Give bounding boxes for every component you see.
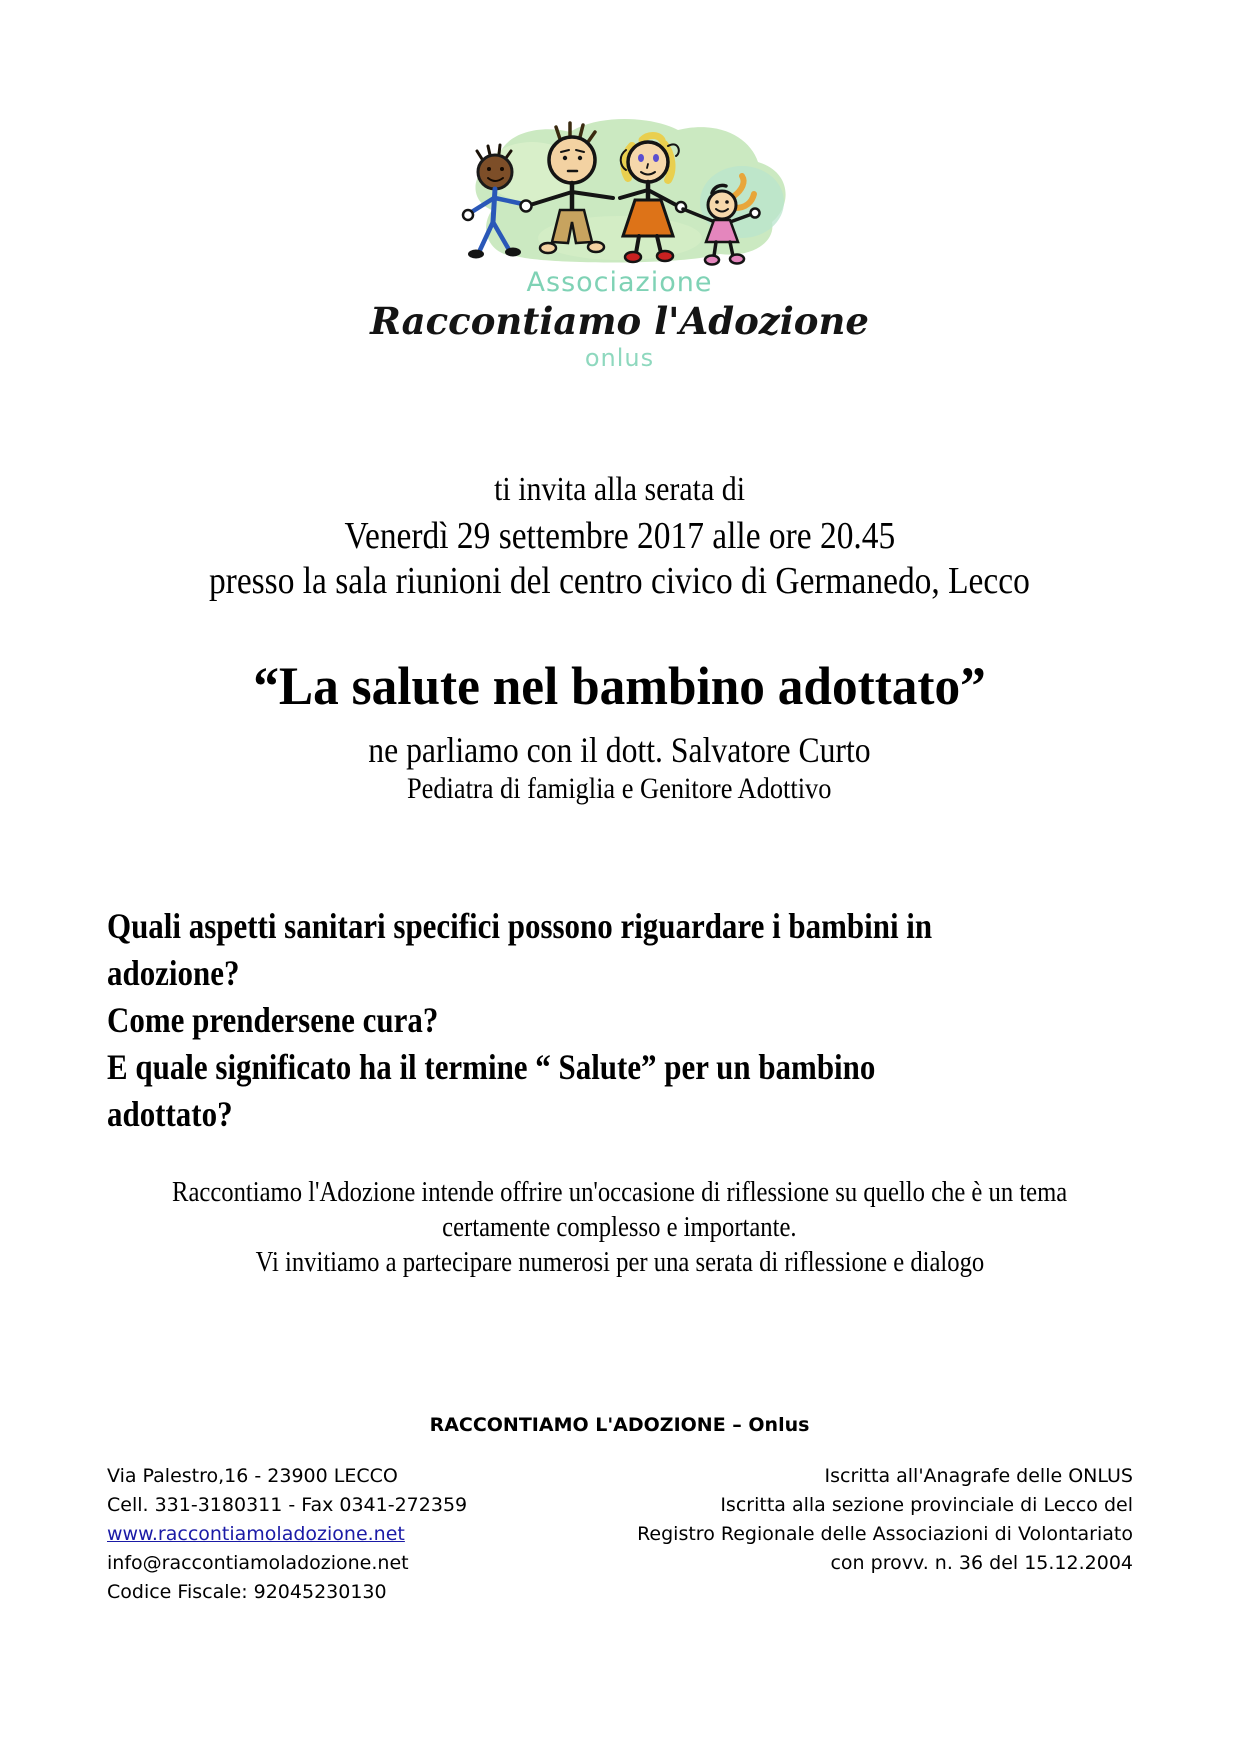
question-line-1: Quali aspetti sanitari specifici possono riguardare i bambini in xyxy=(107,906,933,946)
invitation-line-1: ti invita alla serata di xyxy=(494,471,745,508)
footer-fiscal-code: Codice Fiscale: 92045230130 xyxy=(107,1581,387,1603)
footer-phone: Cell. 331-3180311 - Fax 0341-272359 xyxy=(107,1494,468,1516)
message-block xyxy=(0,1175,1239,1280)
question-line-5: adottato? xyxy=(107,1094,233,1134)
footer-right-line-1: Iscritta all'Anagrafe delle ONLUS xyxy=(824,1465,1133,1487)
footer-right-line-2: Iscritta alla sezione provinciale di Lecco del xyxy=(720,1494,1133,1516)
invitation-line-3: presso la sala riunioni del centro civico di Germanedo, Lecco xyxy=(209,560,1030,602)
footer-website-link[interactable]: www.raccontiamoladozione.net xyxy=(107,1523,405,1545)
question-line-3: Come prendersene cura? xyxy=(107,1000,439,1040)
association-label: Associazione xyxy=(526,267,713,298)
message-line-3: Vi invitiamo a partecipare numerosi per una serata di riflessione e dialogo xyxy=(255,1247,984,1278)
footer-email: info@raccontiamoladozione.net xyxy=(107,1552,409,1574)
logo-org-name: Raccontiamo l'Adozione xyxy=(370,299,869,343)
footer-right-column xyxy=(637,1462,1133,1578)
footer-right-line-4: con provv. n. 36 del 15.12.2004 xyxy=(830,1552,1133,1574)
footer-right-line-3: Registro Regionale delle Associazioni di Volontariato xyxy=(637,1523,1133,1545)
event-title: “La salute nel bambino adottato” xyxy=(253,656,986,716)
speaker-row xyxy=(0,728,1239,772)
question-line-4: E quale significato ha il termine “ Salute” per un bambino xyxy=(107,1047,876,1087)
footer-left-column xyxy=(107,1462,467,1607)
message-line-2: certamente complesso e importante. xyxy=(442,1212,797,1243)
questions-block xyxy=(107,903,1066,1138)
footer-org-line: RACCONTIAMO L'ADOZIONE – Onlus xyxy=(429,1414,810,1436)
speaker-role: Pediatra di famiglia e Genitore Adottivo xyxy=(407,772,832,805)
onlus-label: onlus xyxy=(584,344,655,372)
invitation-block xyxy=(0,466,1239,604)
invitation-line-2: Venerdì 29 settembre 2017 alle ore 20.45 xyxy=(344,515,895,557)
question-line-2: adozione? xyxy=(107,953,240,993)
family-logo-illustration xyxy=(420,110,820,268)
event-title-row xyxy=(0,650,1239,722)
message-line-1: Raccontiamo l'Adozione intende offrire un'occasione di riflessione su quello che è un tema xyxy=(171,1177,1068,1208)
speaker-line: ne parliamo con il dott. Salvatore Curto xyxy=(368,730,871,770)
logo xyxy=(0,110,1239,372)
speaker-role-row xyxy=(0,770,1239,808)
footer-address: Via Palestro,16 - 23900 LECCO xyxy=(107,1465,398,1487)
